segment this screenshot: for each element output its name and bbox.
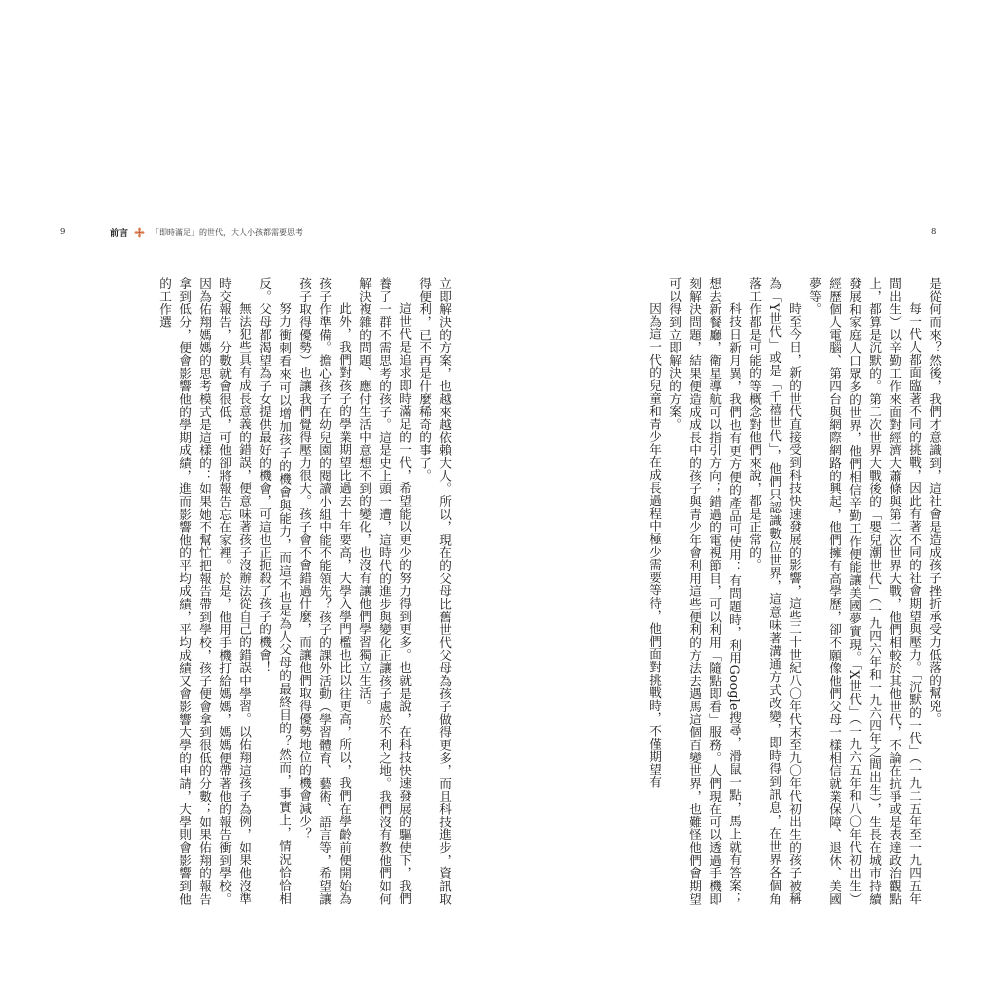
paragraph: 是從何而來？然後，我們才意識到，這社會是造成孩子挫折承受力低落的幫兇。 (927, 277, 942, 725)
paragraph: 這世代是追求即時滿足的一代，希望能以更少的努力得到更多。也就是說，在科技快速發展的驅使下，我們養了一群不需思考的孩子。這是史上頭一遭，這時代的進步與變化正讓孩子處於不利之地。我們沒有教他們如何解決複雜的問題、應付生活中意想不到的變化，也沒有讓他們學習獨立生活。 (357, 277, 412, 905)
paragraph: 立即解決的方案，也越來越依賴大人。所以，現在的父母比舊世代父母為孩子做得更多，而且科技進步，資訊取得便利，已不再是什麼稀奇的事了。 (417, 277, 452, 905)
paragraph: 努力衝刺看來可以增加孩子的機會與能力，而這不也是為人父母的最終目的？然而，事實上，情況恰恰相反。父母都渴望為子女提供最好的機會，可這也正扼殺了孩子的機會！ (257, 277, 292, 905)
paragraph: 因為這一代的兒童和青少年在成長過程中極少需要等待，他們面對挑戰時，不僅期望有 (647, 302, 662, 789)
chapter-title: 「即時滿足」的世代，大人小孩都需要思考 (151, 227, 304, 237)
paragraph: 無法犯些具有成長意義的錯誤，便意味著孩子沒辦法從自己的錯誤中學習。以佑翔這孩子為例，如果他沒準時交報告，分數就會很低，可他卻將報告忘在家裡。於是，他用手機打給媽媽，媽媽便帶著他的報告衝到學校。因為佑翔媽媽的思考模式是這樣的：如果她不幫忙把報告帶到學校，孩子便會拿到很低的分數；如果佑翔的報告拿到低分，便會影響他的學期成績，進而影響他的平均成績，平均成績又會影響大學的申請，大學則會影響到他的工作選 (157, 277, 252, 905)
paragraph: 此外，我們對孩子的學業期望比過去十年要高，大學入學門檻也比以往更高，所以，我們在學齡前便開始為孩子作準備。擔心孩子在幼兒園的閱讀小組中能不能領先？孩子的課外活動（學習體育、藝術、語言等，希望讓孩子取得優勢）也讓我們覺得壓力很大。孩子會不會錯過什麼，而讓他們取得優勢地位的機會減少？ (297, 277, 352, 905)
paragraph: 每一代人都面臨著不同的挑戰，因此有著不同的社會期望與壓力。「沉默的一代」（一九二五年至一九四五年間出生）以辛勤工作來面對經濟大蕭條與第二次世界大戰，他們相較於其他世代，不論在抗爭或是表達政治觀點上，都算是沉默的。第二次世界大戰後的「嬰兒潮世代」（一九四六年和一九六四年之間出生），生長在城市持續發展和家庭人口眾多的世界，他們相信辛勤工作便能讓美國夢實現。「X世代」（一九六五年和八〇年代初出生）經歷個人電腦、第四台與網際網路的興起，他們擁有高學歷，卻不願像他們父母一樣相信就業保障、退休、美國夢等。 (807, 277, 922, 905)
page-number: 9 (60, 227, 66, 237)
flower-ornament-icon (134, 227, 145, 238)
body-text (64, 277, 454, 905)
running-header (110, 225, 303, 239)
body-text (548, 277, 944, 905)
page-number: 8 (931, 227, 937, 237)
paragraph: 時至今日，新的世代直接受到科技快速發展的影響，這些二十世紀八〇年代末至九〇年代初出生的孩子被稱為「Y世代」或是「千禧世代」，他們只認識數位世界，這意味著溝通方式改變，即時得到訊息，在世界各個角落工作都是可能的等概念對他們來說，都是正常的。 (747, 277, 802, 905)
header-label: 前言 (110, 228, 129, 239)
paragraph: 科技日新月異，我們也有更方便的產品可使用：有問題時，利用Google搜尋，滑鼠一點，馬上就有答案；想去新餐廳，衛星導航可以指引方向；錯過的電視節目，可以利用「隨點即看」服務。人們現在可以透過手機即刻解決問題，結果便造成成長中的孩子與青少年會利用這些便利的方法去遇馬這個百變世界，也難怪他們會期望可以得到立即解決的方案。 (667, 277, 742, 905)
